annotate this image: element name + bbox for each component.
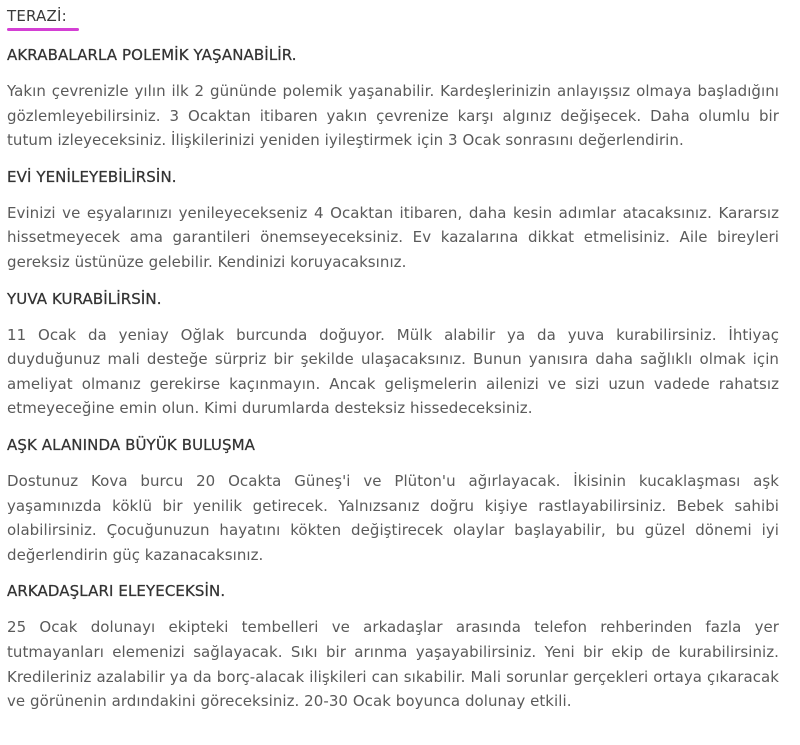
section-heading-love: AŞK ALANINDA BÜYÜK BULUŞMA [7,435,255,454]
section-body-nest: 11 Ocak da yeniay Oğlak burcunda doğuyor. Mülk alabilir ya da yuva kurabilirsiniz. İhtiyaç duyduğunuz mali desteğe sürpriz bir şekilde ulaşacaksınız. Bunun yanısıra daha sağlıklı olmak için ameliyat olmanız gerekirse kaçınmayın. Ancak gelişmelerin ailenizi ve sizi uzun vadede rahatsız etmeyeceğine emin olun. Kimi durumlarda desteksiz hissedeceksiniz. [7,325,779,418]
section-heading-nest: YUVA KURABİLİRSİN. [7,289,162,308]
section-heading-relatives: AKRABALARLA POLEMİK YAŞANABİLİR. [7,46,297,64]
sign-title: TERAZİ: [7,7,67,25]
section-heading-home: EVİ YENİLEYEBİLİRSİN. [7,167,177,186]
section-body-home: Evinizi ve eşyalarınızı yenileyecekseniz 4 Ocaktan itibaren, daha kesin adımlar atacaksınız. Kararsız hissetmeyecek ama garantileri önemseyeceksiniz. Ev kazalarına dikkat etmelisiniz. Aile bireyleri gereksiz üstünüze gelebilir. Kendinizi koruyacaksınız. [7,203,779,271]
title-underline [7,28,79,31]
section-body-love: Dostunuz Kova burcu 20 Ocakta Güneş'i ve Plüton'u ağırlayacak. İkisinin kucaklaşması aşk yaşamınızda köklü bir yenilik getirecek. Yalnızsanız doğru kişiye rastlayabilirsiniz. Bebek sahibi olabilirsiniz. Çocuğunuzun hayatını kökten değiştirecek olaylar başlayabilir, bu güzel dönemi iyi değerlendirin güç kazanacaksınız. [7,471,779,564]
section-body-relatives: Yakın çevrenizle yılın ilk 2 gününde polemik yaşanabilir. Kardeşlerinizin anlayışsız olmaya başladığını gözlemleyebilirsiniz. 3 Ocaktan itibaren yakın çevrenize karşı algınız değişecek. Daha olumlu bir tutum izleyeceksiniz. İlişkilerinizi yeniden iyileştirmek için 3 Ocak sonrasını değerlendirin. [7,82,779,150]
section-heading-friends: ARKADAŞLARI ELEYECEKSİN. [7,582,226,601]
section-body-friends: 25 Ocak dolunayı ekipteki tembelleri ve arkadaşlar arasında telefon rehberinden fazla yer tutmayanları elemenizi sağlayacak. Sıkı bir arınma yaşayabilirsiniz. Yeni bir ekip de kurabilirsiniz. Kredileriniz azalabilir ya da borç-alacak ilişkileri can sıkabilir. Mali sorunlar gerçekleri ortaya çıkaracak ve görünenin ardındakini göreceksiniz. 20-30 Ocak boyunca dolunay etkili. [7,618,779,711]
sign-title-block [7,6,79,31]
